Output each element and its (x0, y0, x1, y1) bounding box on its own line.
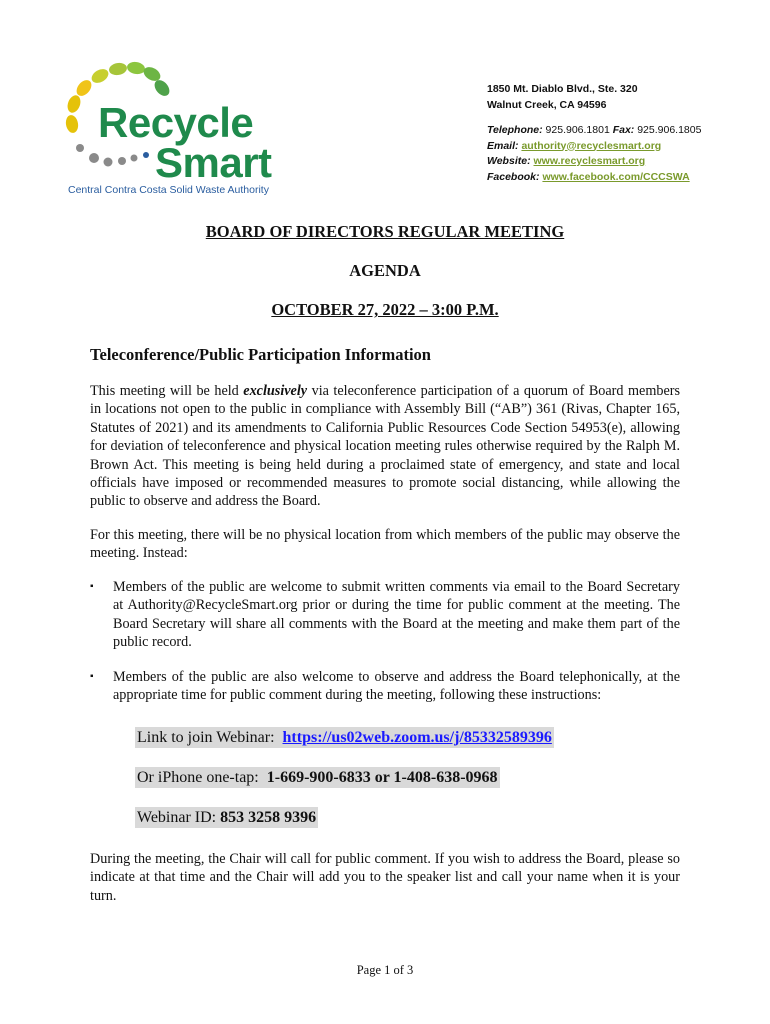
facebook-link[interactable]: www.facebook.com/CCCSWA (542, 170, 690, 183)
email-link[interactable]: authority@recyclesmart.org (521, 139, 662, 152)
paragraph-1-emphasis: exclusively (243, 383, 308, 399)
logo-subtitle: Central Contra Costa Solid Waste Authority (68, 184, 269, 196)
telephone-value: 925.906.1801 (545, 124, 610, 136)
webinar-link-label: Link to join Webinar: (137, 729, 275, 746)
bullet-text: Members of the public are welcome to submit written comments via email to the Board Secretary at Authority@RecycleSmart.org prior or during the time for public comment at the meeting. The Board Secretary will share all comments with the Board at the meeting and make them part of the public record. (113, 579, 680, 651)
logo-word-recycle: Recycle (98, 99, 254, 146)
paragraph-1 (90, 382, 680, 511)
recyclesmart-logo (60, 58, 300, 200)
webinar-link[interactable]: https://us02web.zoom.us/j/85332589396 (282, 729, 552, 746)
website-label: Website: (487, 155, 531, 167)
fax-value: 925.906.1805 (637, 124, 702, 136)
section-title: Teleconference/Public Participation Information (90, 345, 431, 364)
website-link[interactable]: www.recyclesmart.org (533, 155, 646, 167)
address-line-1: 1850 Mt. Diablo Blvd., Ste. 320 (487, 83, 638, 95)
facebook-label: Facebook: (487, 170, 540, 183)
fax-label: Fax: (612, 124, 635, 136)
webinar-id-value: 853 3258 9396 (220, 809, 317, 826)
phone-tap-numbers: 1-669-900-6833 or 1-408-638-0968 (266, 769, 498, 786)
bullet-square-icon: ▪ (90, 581, 94, 592)
bullet-text: Members of the public are also welcome to observe and address the Board telephonically, at the appropriate time for public comment during the meeting, following these instructions: (113, 669, 680, 704)
logo-word-smart: Smart (155, 139, 272, 186)
paragraph-1-pre: This meeting will be held (90, 383, 244, 399)
bullet-item (90, 668, 680, 705)
webinar-id-label: Webinar ID: (137, 809, 217, 826)
webinar-id-line (135, 807, 318, 828)
email-line (487, 139, 701, 155)
paragraph-1-post: via teleconference participation of a quorum of Board members in locations not open to the public in compliance with Assembly Bill (“AB”) 361 (Rivas, Chapter 165, Statutes of 2021) and its amendments to California Public Resources Code Section 54953(e), allowing for deviation of teleconference and physical location meeting rules otherwise required by the Ralph M. Brown Act. This meeting is being held during a proclaimed state of emergency, and state and local officials have imposed or recommended measures to promote social distancing, while allowing the public to observe and address the Board. (90, 383, 681, 510)
telephone-label: Telephone: (487, 124, 543, 136)
phone-line (487, 123, 701, 139)
page-number: Page 1 of 3 (356, 963, 414, 977)
facebook-line (487, 170, 701, 186)
address-block (487, 82, 701, 185)
email-label: Email: (487, 139, 519, 152)
bullet-square-icon: ▪ (90, 671, 94, 682)
paragraph-3: During the meeting, the Chair will call for public comment. If you wish to address the Board, please so indicate at that time and the Chair will add you to the speaker list and call your name when it is your turn. (90, 851, 680, 904)
agenda-heading: AGENDA (349, 261, 421, 280)
phone-tap-line (135, 767, 500, 788)
webinar-link-line (135, 727, 554, 748)
address-line-2: Walnut Creek, CA 94596 (487, 98, 607, 111)
paragraph-2: For this meeting, there will be no physical location from which members of the public may observe the meeting. Instead: (90, 527, 680, 562)
board-heading: BOARD OF DIRECTORS REGULAR MEETING (205, 222, 565, 241)
phone-tap-label: Or iPhone one-tap: (137, 769, 259, 786)
bullet-item (90, 578, 680, 652)
website-line (487, 154, 701, 170)
date-heading: OCTOBER 27, 2022 – 3:00 P.M. (271, 300, 499, 319)
